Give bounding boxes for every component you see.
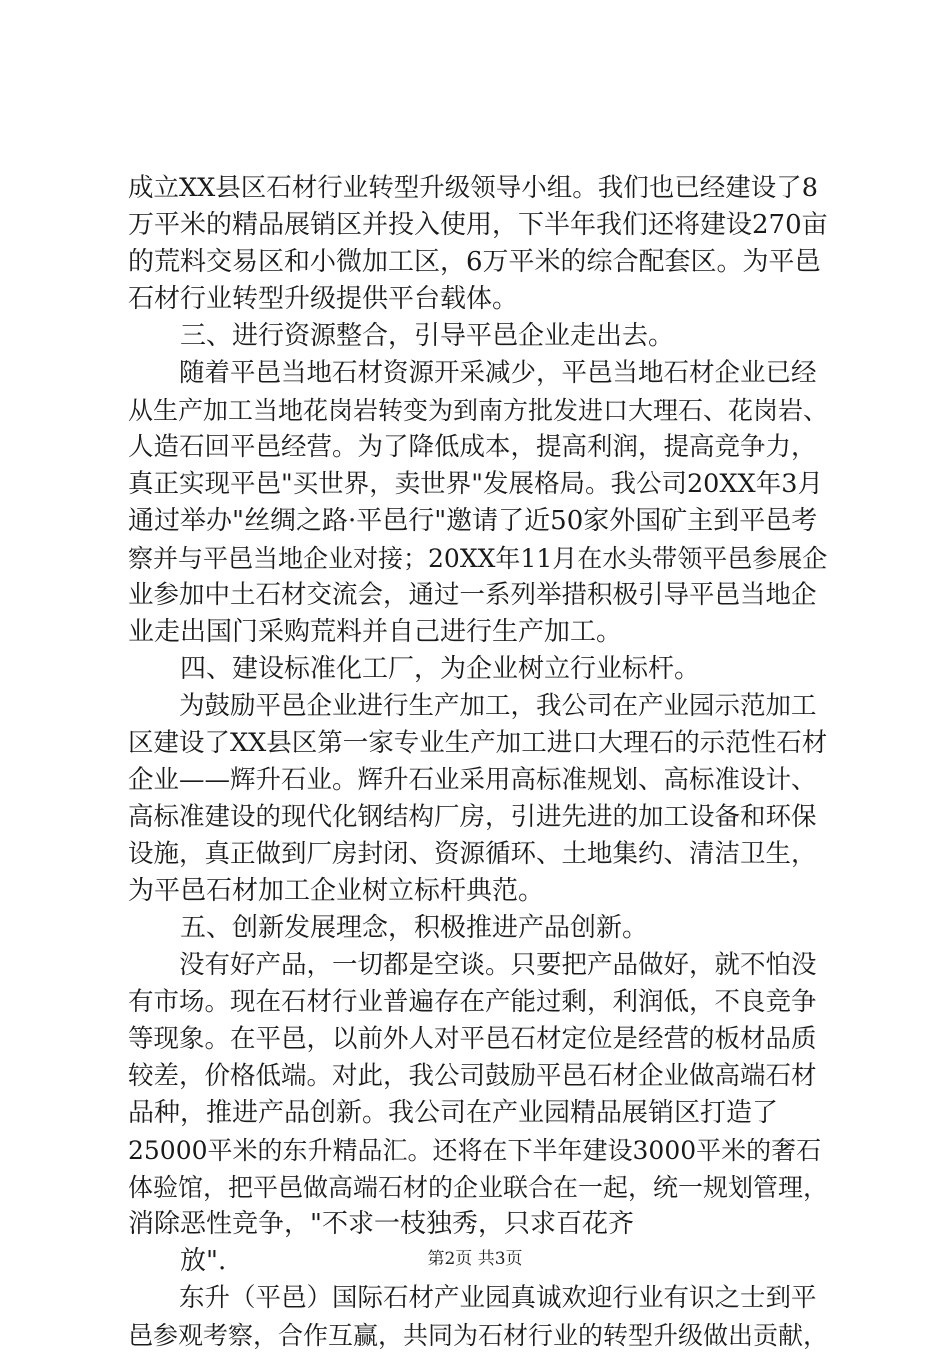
text-line: 较差，价格低端。对此，我公司鼓励平邑石材企业做高端石材 <box>128 1061 817 1091</box>
text-line: 人造石回平邑经营。为了降低成本，提高利润，提高竞争力， <box>128 432 817 462</box>
text-line: 体验馆，把平邑做高端石材的企业联合在一起，统一规划管理， <box>128 1173 829 1202</box>
document-body <box>128 170 828 1354</box>
text-line: 通过举办"丝绸之路·平邑行"邀请了近50家外国矿主到平邑考 <box>128 506 818 536</box>
text-line: 业走出国门采购荒料并自己进行生产加工。 <box>128 617 623 647</box>
text-line: 五、创新发展理念，积极推进产品创新。 <box>128 913 649 943</box>
text-line: 品种，推进产品创新。我公司在产业园精品展销区打造了 <box>128 1098 779 1128</box>
text-line: 成立XX县区石材行业转型升级领导小组。我们也已经建设了8 <box>128 173 819 203</box>
text-line: 三、进行资源整合，引导平邑企业走出去。 <box>128 321 675 351</box>
text-line: 有市场。现在石材行业普遍存在产能过剩，利润低，不良竞争 <box>128 987 817 1017</box>
text-line: 企业——辉升石业。辉升石业采用高标准规划、高标准设计、 <box>128 765 817 795</box>
text-line: 25000平米的东升精品汇。还将在下半年建设3000平米的奢石 <box>128 1136 822 1165</box>
text-line: 放". <box>128 1246 227 1276</box>
text-line: 的荒料交易区和小微加工区，6万平米的综合配套区。为平邑 <box>128 247 821 277</box>
text-line: 设施，真正做到厂房封闭、资源循环、土地集约、清洁卫生， <box>128 839 817 869</box>
text-line: 邑参观考察，合作互赢，共同为石材行业的转型升级做出贡献， <box>128 1321 829 1350</box>
text-line: 随着平邑当地石材资源开采减少，平邑当地石材企业已经 <box>128 358 817 388</box>
text-line: 区建设了XX县区第一家专业生产加工进口大理石的示范性石材 <box>128 728 828 758</box>
page-footer: 第2页 共3页 <box>427 1249 523 1269</box>
text-line: 东升（平邑）国际石材产业园真诚欢迎行业有识之士到平 <box>128 1283 817 1313</box>
text-line: 高标准建设的现代化钢结构厂房，引进先进的加工设备和环保 <box>128 802 817 832</box>
text-line: 等现象。在平邑，以前外人对平邑石材定位是经营的板材品质 <box>128 1024 817 1054</box>
text-line: 石材行业转型升级提供平台载体。 <box>128 284 519 314</box>
text-line: 从生产加工当地花岗岩转变为到南方批发进口大理石、花岗岩、 <box>128 396 829 425</box>
text-line: 四、建设标准化工厂，为企业树立行业标杆。 <box>128 654 701 684</box>
text-line: 为鼓励平邑企业进行生产加工，我公司在产业园示范加工 <box>128 691 817 721</box>
text-line: 没有好产品，一切都是空谈。只要把产品做好，就不怕没 <box>128 950 817 980</box>
text-line: 业参加中土石材交流会，通过一系列举措积极引导平邑当地企 <box>128 580 817 610</box>
text-line: 万平米的精品展销区并投入使用，下半年我们还将建设270亩 <box>128 210 828 240</box>
text-line: 察并与平邑当地企业对接；20XX年11月在水头带领平邑参展企 <box>128 544 828 573</box>
text-line: 消除恶性竞争，"不求一枝独秀，只求百花齐 <box>128 1209 634 1239</box>
text-line: 真正实现平邑"买世界，卖世界"发展格局。我公司20XX年3月 <box>128 469 823 499</box>
text-line: 为平邑石材加工企业树立标杆典范。 <box>128 876 545 906</box>
